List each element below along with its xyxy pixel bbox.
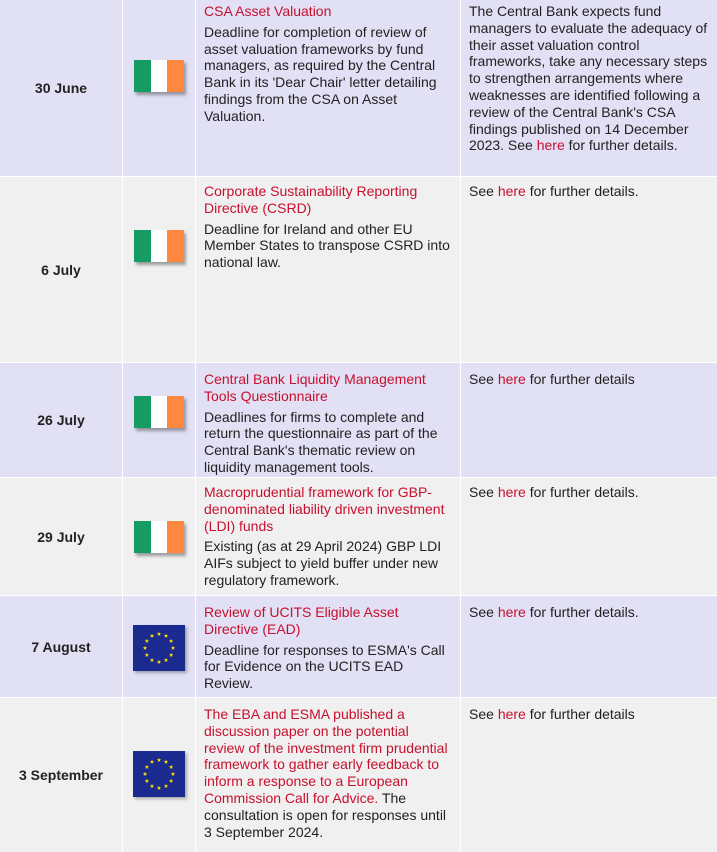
- note-cell: [460, 0, 717, 176]
- note-text-end: for further details.: [525, 484, 639, 500]
- table-row: [0, 596, 717, 698]
- here-link[interactable]: here: [497, 183, 526, 199]
- eu-flag-icon: [133, 625, 185, 671]
- note-cell: [460, 478, 717, 595]
- flag-cell: [122, 698, 195, 852]
- date-cell: 29 July: [37, 528, 85, 545]
- here-link[interactable]: here: [536, 137, 565, 154]
- item-description: Existing (as at 29 April 2024) GBP LDI AIFs subject to yield buffer under new regulatory framework.: [204, 538, 442, 588]
- here-link[interactable]: here: [497, 706, 526, 722]
- eu-flag-icon: [133, 751, 185, 797]
- note-text: The Central Bank expects fund managers to evaluate the adequacy of their asset valuation control frameworks, take any necessary steps to strengthen arrangements where weaknesses are identified following a review of the Central Bank's CSA findings published on 14 December 2023. See: [469, 3, 708, 154]
- flag-cell: [122, 363, 195, 477]
- note-cell: [460, 698, 717, 852]
- here-link[interactable]: here: [497, 371, 526, 387]
- note-cell: [460, 596, 717, 697]
- description-cell: [195, 0, 460, 176]
- item-title: Review of UCITS Eligible Asset Directive (EAD): [204, 604, 399, 637]
- note-text-end: for further details: [525, 371, 635, 387]
- date-cell: 30 June: [34, 80, 88, 96]
- table-row: [0, 698, 717, 852]
- note-text-end: for further details.: [564, 137, 678, 154]
- here-link[interactable]: here: [497, 484, 526, 500]
- item-title: CSA Asset Valuation: [204, 3, 332, 19]
- ireland-flag-icon: [134, 230, 184, 262]
- description-cell: [195, 478, 460, 595]
- table-row: [0, 363, 717, 478]
- flag-cell: [122, 177, 195, 362]
- date-cell: 7 August: [31, 638, 91, 655]
- item-title: Corporate Sustainability Reporting Directive (CSRD): [204, 183, 418, 216]
- note-text-end: for further details.: [525, 604, 639, 620]
- note-text: See: [469, 484, 498, 500]
- ireland-flag-icon: [134, 396, 184, 428]
- note-text-end: for further details.: [525, 183, 639, 199]
- item-title: The EBA and ESMA published a discussion paper on the potential review of the investment firm prudential framework to gather early feedback to inform a response to a European Commission Call for Advice.: [204, 706, 448, 806]
- item-title: Macroprudential framework for GBP-denominated liability driven investment (LDI) funds: [204, 484, 445, 534]
- date-cell: 6 July: [41, 261, 81, 278]
- table-row: [0, 0, 717, 177]
- table-row: [0, 478, 717, 596]
- date-cell: 3 September: [18, 767, 104, 783]
- flag-cell: [122, 596, 195, 697]
- note-cell: [460, 363, 717, 477]
- flag-cell: [122, 0, 195, 176]
- item-description: Deadline for Ireland and other EU Member States to transpose CSRD into national law.: [204, 220, 450, 271]
- description-cell: [195, 596, 460, 697]
- note-text: See: [469, 604, 498, 620]
- item-title: Central Bank Liquidity Management Tools Questionnaire: [204, 371, 426, 404]
- description-cell: [195, 363, 460, 477]
- ireland-flag-icon: [134, 521, 184, 553]
- item-description: Deadline for completion of review of asset valuation frameworks by fund managers, as required by the Central Bank in its 'Dear Chair' letter detailing findings from the CSA on Asset Valuation.: [204, 23, 437, 124]
- item-description: The consultation is open for responses until 3 September 2024.: [204, 789, 447, 840]
- item-description: Deadline for responses to ESMA's Call for Evidence on the UCITS EAD Review.: [204, 641, 445, 692]
- date-cell: 26 July: [37, 412, 85, 428]
- flag-cell: [122, 478, 195, 595]
- note-text: See: [469, 371, 498, 387]
- description-cell: [195, 698, 460, 852]
- table-row: [0, 177, 717, 363]
- ireland-flag-icon: [134, 60, 184, 92]
- description-cell: [195, 177, 460, 362]
- note-text: See: [469, 183, 498, 199]
- here-link[interactable]: here: [497, 604, 526, 620]
- note-text: See: [469, 706, 498, 722]
- note-cell: [460, 177, 717, 362]
- note-text-end: for further details: [525, 706, 635, 722]
- item-description: Deadlines for firms to complete and return the questionnaire as part of the Central Bank's thematic review on liquidity management tools.: [204, 408, 438, 475]
